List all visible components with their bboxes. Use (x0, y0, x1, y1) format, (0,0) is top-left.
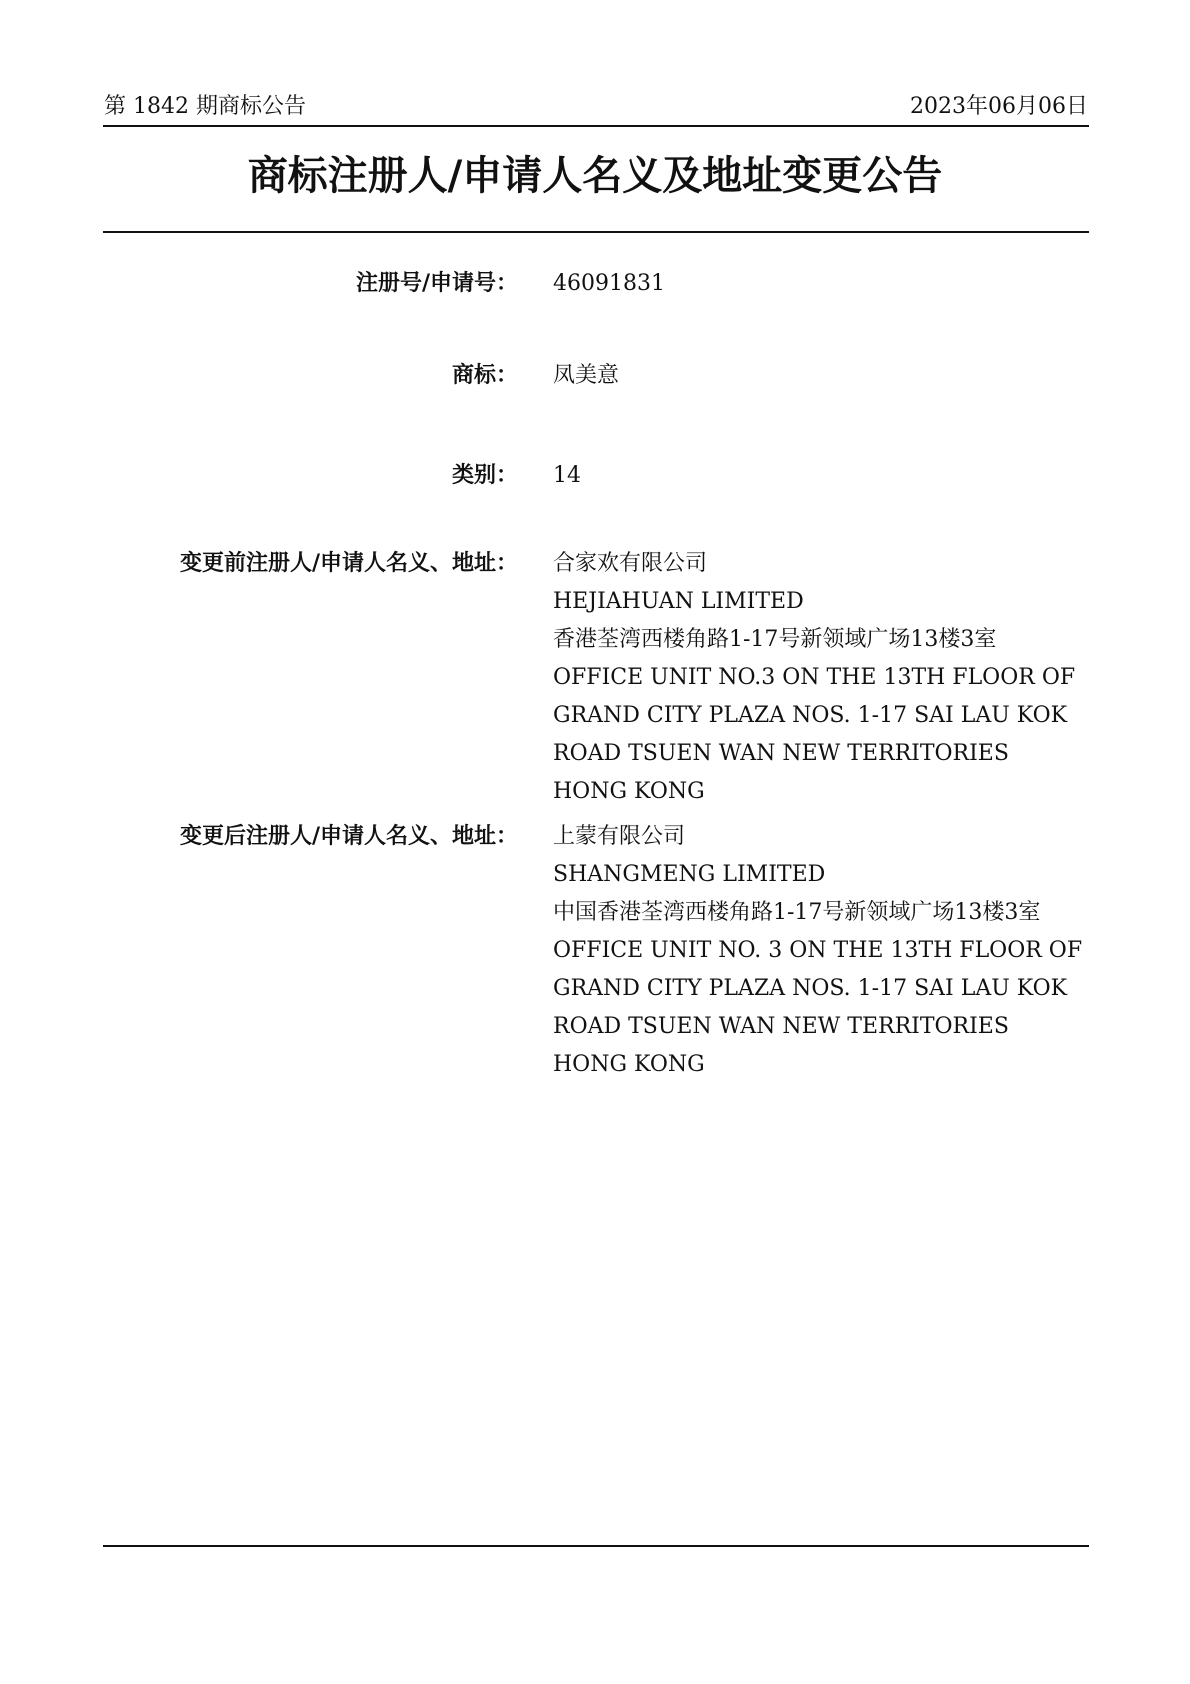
before-line: HONG KONG (553, 779, 705, 804)
footer-divider (103, 1545, 1089, 1547)
header-divider (103, 125, 1089, 127)
before-change-label: 变更前注册人/申请人名义、地址： (179, 551, 518, 576)
before-line: 合家欢有限公司 (553, 551, 708, 576)
after-line: 中国香港荃湾西楼角路1-17号新领域广场13楼3室 (553, 900, 1041, 925)
before-line: 香港荃湾西楼角路1-17号新领域广场13楼3室 (553, 627, 997, 652)
after-line: GRAND CITY PLAZA NOS. 1-17 SAI LAU KOK (553, 976, 1068, 1001)
after-line: HONG KONG (553, 1052, 705, 1077)
title-divider (103, 231, 1089, 233)
before-line: HEJIAHUAN LIMITED (553, 589, 804, 614)
before-line: GRAND CITY PLAZA NOS. 1-17 SAI LAU KOK (553, 703, 1068, 728)
publication-date: 2023年06月06日 (910, 94, 1088, 119)
mark-label: 商标： (451, 363, 518, 388)
after-change-label: 变更后注册人/申请人名义、地址： (179, 824, 518, 849)
before-change-address (553, 545, 1093, 811)
issue-number: 第 1842 期商标公告 (104, 94, 306, 119)
mark-value: 凤美意 (553, 363, 620, 388)
before-line: ROAD TSUEN WAN NEW TERRITORIES (553, 741, 1009, 766)
reg-no-value: 46091831 (553, 271, 665, 296)
after-line: ROAD TSUEN WAN NEW TERRITORIES (553, 1014, 1009, 1039)
class-label: 类别： (451, 463, 518, 488)
after-line: SHANGMENG LIMITED (553, 862, 826, 887)
before-line: OFFICE UNIT NO.3 ON THE 13TH FLOOR OF (553, 665, 1076, 690)
class-value: 14 (553, 463, 581, 488)
after-change-address (553, 818, 1093, 1084)
page-title: 商标注册人/申请人名义及地址变更公告 (247, 153, 943, 199)
reg-no-label: 注册号/申请号： (355, 271, 518, 296)
after-line: OFFICE UNIT NO. 3 ON THE 13TH FLOOR OF (553, 938, 1083, 963)
after-line: 上蒙有限公司 (553, 824, 686, 849)
